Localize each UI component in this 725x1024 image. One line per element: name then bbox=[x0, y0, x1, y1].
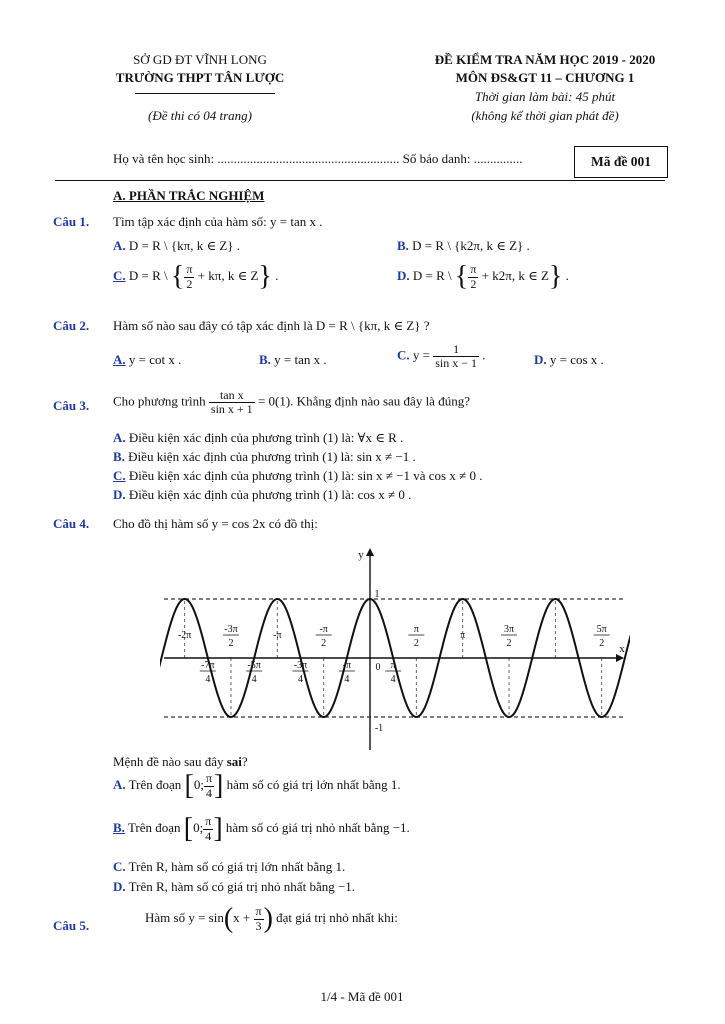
q2-b-text: y = tan x . bbox=[274, 352, 327, 367]
q4-option-b: B. Trên đoạn [0; $\frac{\pi}{4}$ ] hàm số có giá trị nhỏ nhất bằng −1. bbox=[113, 813, 410, 844]
q1-c-label: C. bbox=[113, 267, 126, 283]
q4-option-d: D. Trên R, hàm số có giá trị nhỏ nhất bằng −1. bbox=[113, 879, 356, 894]
exam-title: ĐỀ KIỂM TRA NĂM HỌC 2019 - 2020 bbox=[434, 52, 656, 67]
q1-d-label: D. bbox=[397, 267, 410, 283]
q1-a-label: A. bbox=[113, 238, 126, 253]
tick-top: -2π bbox=[177, 630, 192, 641]
q3-option-a: A. Điều kiện xác định của phương trình (1) là: ∀x ∈ R . bbox=[113, 430, 404, 445]
q2-option-c: C. y = $\frac{1}{\text{sin x − 1}}$ . bbox=[397, 342, 486, 371]
tick-bottom-num: -7π bbox=[201, 660, 215, 671]
q2-option-d bbox=[534, 352, 604, 368]
y-tick-m1: -1 bbox=[374, 723, 384, 734]
exam-time-note: (không kể thời gian phát đề) bbox=[471, 108, 619, 123]
q4-option-a: A. Trên đoạn [0; $\frac{\pi}{4}$ ] hàm số có giá trị lớn nhất bằng 1. bbox=[113, 770, 401, 801]
header-divider-left bbox=[135, 93, 275, 94]
pages-note: (Đề thi có 04 trang) bbox=[148, 108, 252, 123]
q2-d-label: D. bbox=[534, 352, 547, 367]
q3-option-b: B. Điều kiện xác định của phương trình (1) là: sin x ≠ −1 . bbox=[113, 449, 416, 464]
q1-c-fraction: $\frac{\pi}{2}$ bbox=[186, 262, 193, 291]
q1-b-text: D = R \ {k2π, k ∈ Z} . bbox=[412, 238, 530, 253]
exam-code-box: Mã đề 001 bbox=[574, 146, 668, 178]
y-tick-1: 1 bbox=[374, 589, 380, 600]
exam-subject: MÔN ĐS&GT 11 – CHƯƠNG 1 bbox=[455, 70, 635, 85]
tick-top-den: 2 bbox=[506, 638, 512, 649]
q3-option-d: D. Điều kiện xác định của phương trình (1) là: cos x ≠ 0 . bbox=[113, 487, 412, 502]
q1-a-text: D = R \ {kπ, k ∈ Z} . bbox=[128, 238, 240, 253]
dept-name: SỞ GD ĐT VĨNH LONG bbox=[133, 52, 267, 67]
cos2x-graph bbox=[160, 540, 630, 752]
q1-option-d: D. D = R \ { $\frac{\pi}{2}$ + k2π, k ∈ Z} . bbox=[397, 261, 569, 292]
q1-b-label: B. bbox=[397, 238, 409, 253]
q1-option-c: C. D = R \ { $\frac{\pi}{2}$ + kπ, k ∈ Z} . bbox=[113, 261, 279, 292]
x-axis-arrow bbox=[616, 654, 624, 662]
q2-c-fraction: $\frac{1}{\text{sin x − 1}}$ bbox=[435, 342, 478, 371]
page-footer: 1/4 - Mã đề 001 bbox=[320, 989, 404, 1004]
q1-option-b bbox=[397, 238, 530, 254]
q4-label: Câu 4. bbox=[53, 516, 90, 531]
tick-top: -π bbox=[273, 630, 282, 641]
y-axis-arrow bbox=[366, 548, 374, 556]
q2-b-label: B. bbox=[259, 352, 271, 367]
q1-d-post: + k2π, k ∈ Z bbox=[481, 267, 549, 283]
tick-top-num: 3π bbox=[503, 624, 515, 635]
q4-prompt: Mệnh đề nào sau đây sai? bbox=[113, 754, 248, 769]
q1-text: Tìm tập xác định của hàm số: y = tan x . bbox=[113, 214, 323, 229]
tick-top-den: 2 bbox=[228, 638, 234, 649]
tick-bottom-num: π bbox=[390, 660, 396, 671]
tick-bottom-num: -3π bbox=[293, 660, 308, 671]
q5-stem: Hàm số y = sin(x + $\frac{\pi}{3}$ ) đạt giá trị nhỏ nhất khi: bbox=[145, 903, 398, 934]
x-axis-label: x bbox=[619, 643, 625, 655]
q3-stem bbox=[113, 389, 470, 416]
tick-bottom-den: 4 bbox=[297, 674, 303, 685]
tick-top-den: 2 bbox=[413, 638, 419, 649]
q1-c-pre: D = R \ bbox=[128, 267, 168, 283]
tick-top-num: π bbox=[413, 624, 419, 635]
tick-bottom-den: 4 bbox=[344, 674, 350, 685]
q2-a-label: A. bbox=[113, 352, 126, 367]
y-axis-label: y bbox=[358, 549, 364, 561]
q3-fraction: $\frac{\text{tan x}}{\text{sin x + 1}}$ bbox=[210, 388, 253, 417]
q4-option-c: C. Trên R, hàm số có giá trị lớn nhất bằng 1. bbox=[113, 859, 346, 874]
q2-c-label: C. bbox=[397, 347, 410, 363]
q2-c-pre: y = bbox=[412, 347, 430, 363]
tick-top-num: -3π bbox=[224, 624, 238, 635]
q3-text-pre: Cho phương trình bbox=[113, 393, 206, 409]
tick-bottom-num: -5π bbox=[247, 660, 261, 671]
q4-text: Cho đồ thị hàm số y = cos 2x có đồ thị: bbox=[113, 516, 318, 531]
q3-label: Câu 3. bbox=[53, 398, 90, 413]
q1-c-post: + kπ, k ∈ Z bbox=[197, 267, 259, 283]
q3-option-c: C. Điều kiện xác định của phương trình (1) là: sin x ≠ −1 và cos x ≠ 0 . bbox=[113, 468, 483, 483]
q2-text: Hàm số nào sau đây có tập xác định là D = R \ {kπ, k ∈ Z} ? bbox=[113, 318, 430, 333]
section-a-text: A. PHẦN TRẮC NGHIỆM bbox=[113, 188, 265, 203]
tick-bottom-den: 4 bbox=[390, 674, 396, 685]
tick-bottom-num: -π bbox=[342, 660, 352, 671]
q2-option-b bbox=[259, 352, 327, 368]
origin-label: 0 bbox=[375, 662, 381, 673]
student-info-line: Họ và tên học sinh: ........................................................ Số báo danh: ............... bbox=[113, 151, 523, 166]
tick-top-num: 5π bbox=[596, 624, 607, 635]
q2-d-text: y = cos x . bbox=[549, 352, 604, 367]
q2-label: Câu 2. bbox=[53, 318, 90, 333]
q1-label: Câu 1. bbox=[53, 214, 90, 229]
q1-option-a bbox=[113, 238, 240, 254]
tick-top: π bbox=[460, 630, 466, 641]
exam-time: Thời gian làm bài: 45 phút bbox=[474, 89, 616, 104]
tick-top-num: -π bbox=[319, 624, 328, 635]
q3-text-post: = 0(1). Khẳng định nào sau đây là đúng? bbox=[257, 393, 470, 409]
q1-d-fraction: $\frac{\pi}{2}$ bbox=[470, 262, 477, 291]
q5-label: Câu 5. bbox=[53, 918, 90, 933]
section-a-heading bbox=[113, 188, 264, 204]
tick-bottom-den: 4 bbox=[251, 674, 257, 685]
tick-top-den: 2 bbox=[321, 638, 327, 649]
header-divider bbox=[55, 180, 665, 181]
tick-bottom-den: 4 bbox=[205, 674, 211, 685]
school-name: TRƯỜNG THPT TÂN LƯỢC bbox=[115, 70, 285, 85]
tick-top-den: 2 bbox=[599, 638, 605, 649]
q2-a-text: y = cot x . bbox=[128, 352, 182, 367]
q2-option-a bbox=[113, 352, 181, 368]
q1-d-pre: D = R \ bbox=[412, 267, 452, 283]
